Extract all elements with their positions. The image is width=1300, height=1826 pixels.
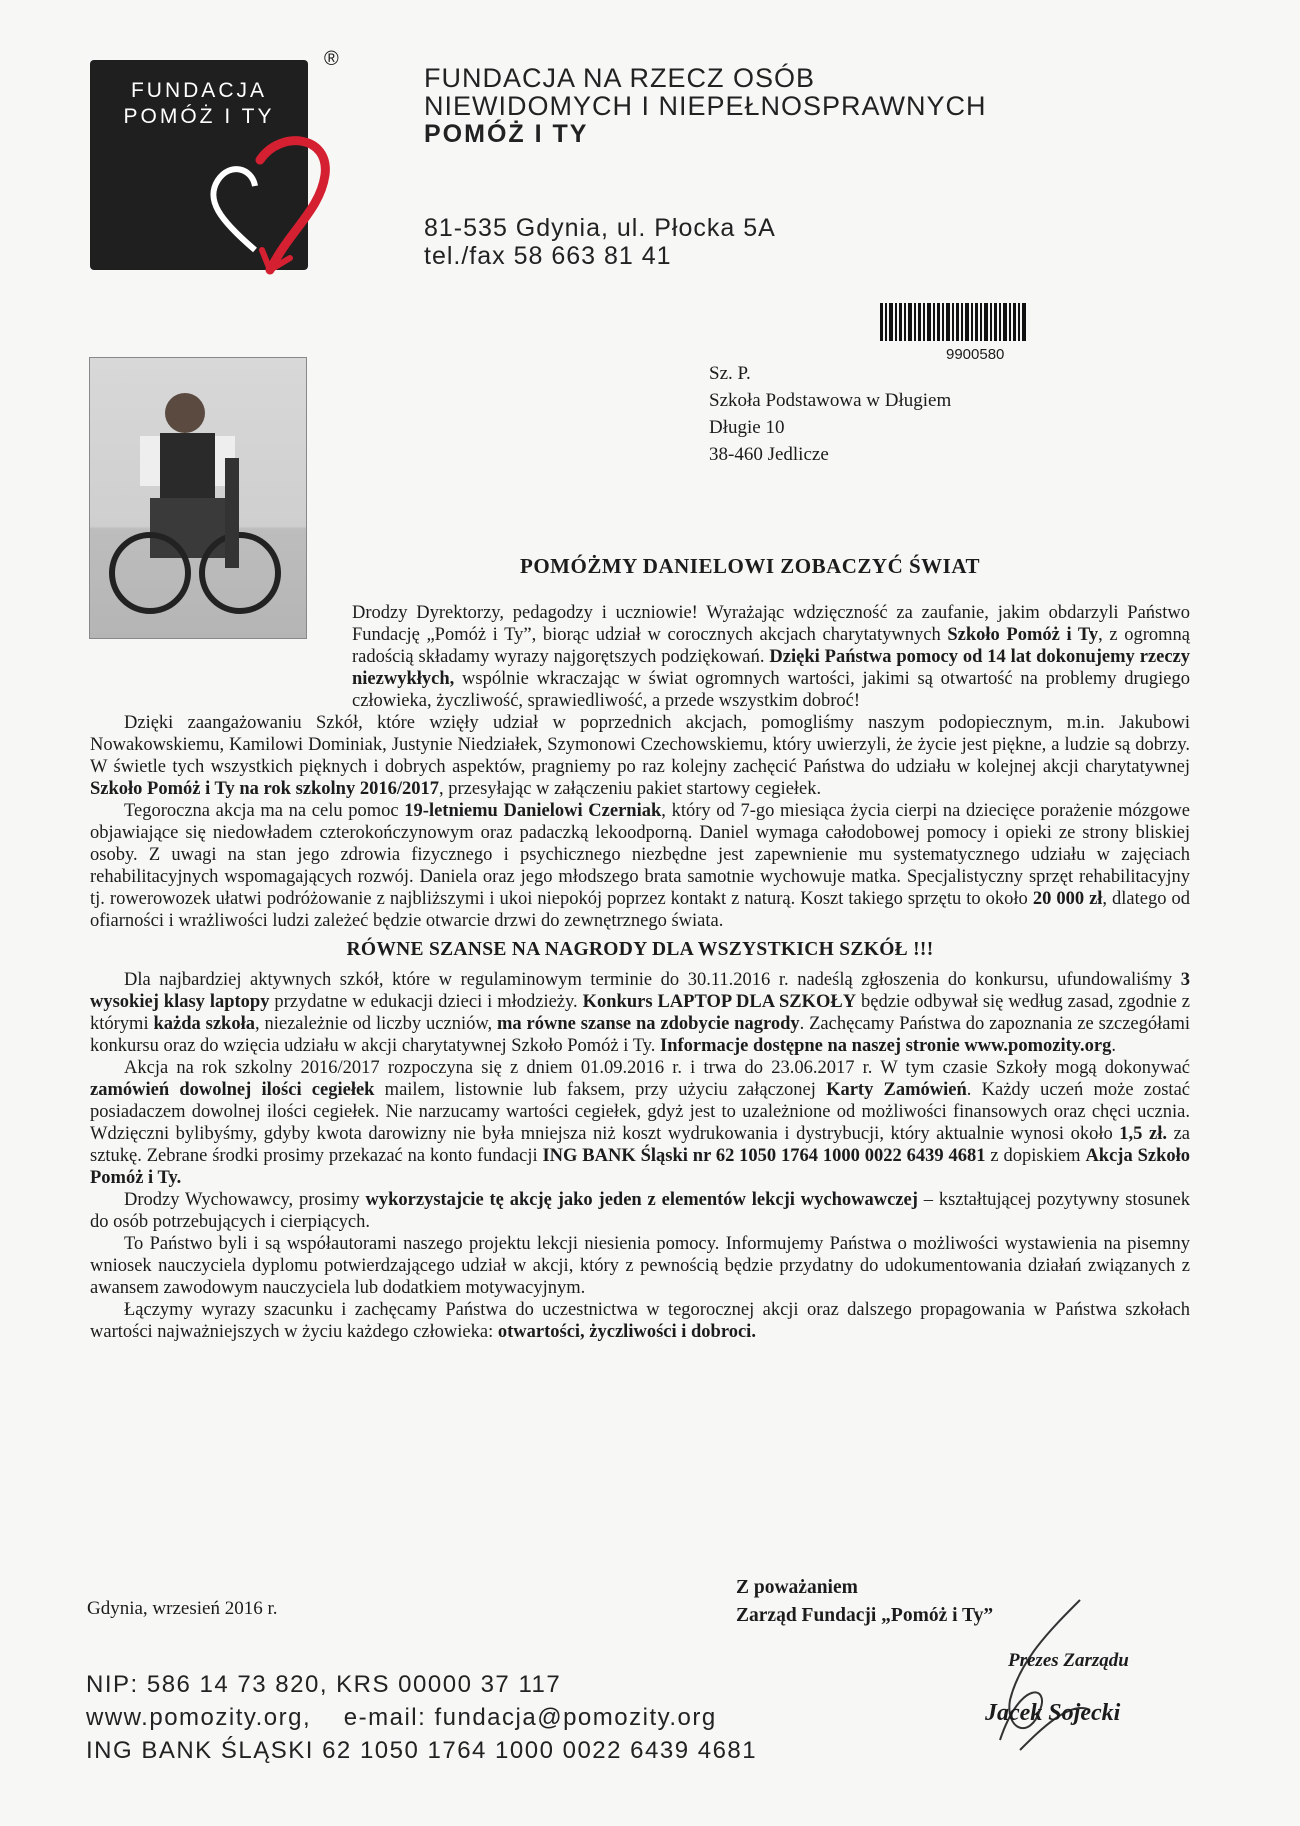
- recipient-street: Długie 10: [709, 417, 785, 438]
- p1-text-e: wspólnie wkraczając w świat ogromnych wartości, jakimi są otwartość na problemy drugiego człowieka, życzliwość, sprawiedliwość, a przede wszystkim dobroć!: [352, 669, 1190, 711]
- paragraph-2: [90, 712, 1190, 800]
- p6-text-c: – kształtującej pozytywny stosunek do osób potrzebujących i cierpiących.: [90, 1190, 1190, 1232]
- recipient-address: [709, 360, 951, 468]
- p4-bold-h: ma równe szanse na zdobycie nagrody: [497, 1014, 800, 1034]
- p5-text-c: mailem, listownie lub faksem, przy użyciu załączonej: [374, 1080, 827, 1100]
- p5-bold-d: Karty Zamówień: [826, 1080, 967, 1100]
- org-phone: tel./fax 58 663 81 41: [424, 242, 672, 270]
- p1-text-a: Drodzy Dyrektorzy, pedagodzy i uczniowie! Wyrażając wdzięczność za zaufanie, jakim obdarzyli Państwo Fundację „Pomóż i Ty”, biorąc udział w corocznych akcjach charytatywnych: [352, 603, 1190, 645]
- p6-text-a: Drodzy Wychowawcy, prosimy: [124, 1190, 366, 1210]
- recipient-city: 38-460 Jedlicze: [709, 444, 829, 465]
- barcode-number: 9900580: [946, 346, 1005, 363]
- letter-body: [90, 602, 1190, 1343]
- logo-line-1: FUNDACJA: [130, 79, 267, 102]
- letter-footer: [86, 1668, 757, 1767]
- p2-bold-b: Szkoło Pomóż i Ty na rok szkolny 2016/2017: [90, 779, 439, 799]
- p5-text-g: za sztukę. Zebrane środki prosimy przekazać na konto fundacji: [90, 1124, 1190, 1166]
- signatory-name: Jacek Sojecki: [985, 1700, 1121, 1726]
- p8-bold-b: otwartości, życzliwości i dobroci.: [497, 1322, 756, 1342]
- signatory-role: Prezes Zarządu: [1008, 1650, 1129, 1671]
- p1-bold-b: Szkoło Pomóż i Ty: [947, 625, 1099, 645]
- p4-text-g: , niezależnie od liczby uczniów,: [254, 1014, 498, 1034]
- p4-bold-f: każda szkoła: [153, 1014, 255, 1034]
- recipient-name: Szkoła Podstawowa w Długiem: [709, 390, 952, 411]
- p5-text-i: z dopiskiem: [985, 1146, 1086, 1166]
- p4-bold-d: Konkurs LAPTOP DLA SZKOŁY: [582, 992, 857, 1012]
- p3-text-c: , który od 7-go miesiąca życia cierpi na dziecięce porażenie mózgowe objawiające się niedowładem czterokończynowym oraz padaczką lekoodporną. Daniel wymaga całodobowej pomocy i opieki ze strony bliskiej osoby. Z uwagi na stan jego zdrowia fizycznego i psychicznego niezbędne jest zapewnienie mu systematycznego udziału w zajęciach rehabilitacyjnych wspomagających rozwój. Daniela oraz jego młodszego brata samotnie wychowuje matka. Specjalistyczny sprzęt rehabilitacyjny tj. rowerowozek ułatwi podróżowanie z najbliższymi i ukoi niepokój poprzez kontakt z naturą. Koszt takiego sprzętu to około: [90, 801, 1190, 909]
- p5-text-a: Akcja na rok szkolny 2016/2017 rozpoczyna się z dniem 01.09.2016 r. i trwa do 23.06.2017 r. W tym czasie Szkoły mogą dokonywać: [124, 1058, 1190, 1078]
- paragraph-5: [90, 1057, 1190, 1189]
- closing-line-2: Zarząd Fundacji „Pomóż i Ty”: [736, 1605, 994, 1626]
- p1-bold-d: Dzięki Państwa pomocy od 14 lat dokonujemy rzeczy niezwykłych,: [352, 647, 1190, 689]
- place-and-date: Gdynia, wrzesień 2016 r.: [87, 1598, 278, 1619]
- p6-bold-b: wykorzystajcie tę akcję jako jeden z elementów lekcji wychowawczej: [365, 1190, 918, 1210]
- p4-text-a: Dla najbardziej aktywnych szkół, które w regulaminowym terminie do 30.11.2016 r. nadeślą zgłoszenia do konkursu, ufundowaliśmy: [124, 970, 1181, 990]
- closing-block: [736, 1574, 993, 1630]
- p3-bold-d: 20 000 zł: [1032, 889, 1103, 909]
- closing-line-1: Z poważaniem: [736, 1577, 858, 1598]
- footer-ids: NIP: 586 14 73 820, KRS 00000 37 117: [86, 1671, 562, 1698]
- recipient-salutation: Sz. P.: [709, 363, 751, 384]
- p2-text-c: , przesyłając w załączeniu pakiet startowy cegiełek.: [438, 779, 822, 799]
- p4-text-k: .: [1111, 1036, 1116, 1056]
- p4-text-i: . Zachęcamy Państwa do zapoznania ze szczegółami konkursu oraz do wzięcia udziału w akcji charytatywnej Szkoło Pomóż i Ty.: [90, 1014, 1190, 1056]
- p5-bold-j: Akcja Szkoło Pomóż i Ty.: [90, 1146, 1191, 1188]
- p4-bold-b: 3 wysokiej klasy laptopy: [90, 970, 1190, 1012]
- beneficiary-photo: [89, 357, 307, 639]
- p3-bold-b: 19-letniemu Danielowi Czerniak: [404, 801, 662, 821]
- org-street: 81-535 Gdynia, ul. Płocka 5A: [424, 214, 776, 242]
- logo-text: [104, 78, 294, 130]
- wheelchair-figure: [90, 358, 306, 638]
- org-name-line-1: FUNDACJA NA RZECZ OSÓB: [424, 63, 816, 93]
- paragraph-6: [90, 1189, 1190, 1233]
- logo-line-2: POMÓŻ I TY: [123, 105, 275, 128]
- footer-bank: ING BANK ŚLĄSKI 62 1050 1764 1000 0022 6439 4681: [86, 1737, 758, 1764]
- paragraph-8: [90, 1299, 1190, 1343]
- paragraph-3: [90, 800, 1190, 932]
- p3-text-a: Tegoroczna akcja ma na celu pomoc: [124, 801, 405, 821]
- paragraph-7: To Państwo byli i są współautorami naszego projektu lekcji niesienia pomocy. Informujemy Państwa o możliwości wystawienia na pisemny wniosek nauczyciela dyplomu potwierdzającego udział w akcji, który z pewnością będzie przydatny do udokumentowania działań związanych z awansem zawodowym nauczyciela lub dodatkiem motywacyjnym.: [90, 1234, 1190, 1298]
- p4-text-c: przydatne w edukacji dzieci i młodzieży.: [269, 992, 583, 1012]
- paragraph-1: [90, 602, 1190, 712]
- p2-text-a: Dzięki zaangażowaniu Szkół, które wzięły udział w poprzednich akcjach, pomogliśmy naszym podopiecznym, m.in. Jakubowi Nowakowskiemu, Kamilowi Dominiak, Justynie Niedziałek, Szymonowi Czechowskiemu, który uwierzyli, że życie jest piękne, a ludzie są dobrzy. W świetle tych wszystkich pięknych i dobrych aspektów, pragniemy po raz kolejny zachęcić Państwa do udziału w kolejnej akcji charytatywnej: [90, 713, 1190, 777]
- registered-mark: ®: [324, 48, 339, 70]
- p4-bold-j: Informacje dostępne na naszej stronie www.pomozity.org: [660, 1036, 1112, 1056]
- org-name-line-2: NIEWIDOMYCH I NIEPEŁNOSPRAWNYCH: [424, 91, 987, 121]
- org-name-line-3: POMÓŻ I TY: [424, 120, 589, 148]
- logo-heart-icon: [250, 130, 360, 280]
- letter-title: POMÓŻMY DANIELOWI ZOBACZYĆ ŚWIAT: [520, 554, 980, 578]
- organization-address: [424, 214, 776, 270]
- paragraph-4: [90, 969, 1190, 1057]
- handwritten-signature: [960, 1590, 1110, 1770]
- p4-text-e: będzie odbywał się według zasad, zgodnie z którymi: [90, 992, 1190, 1034]
- p8-text-a: Łączymy wyrazy szacunku i zachęcamy Państwa do uczestnictwa w tegorocznej akcji oraz dalszego propagowania w Państwa szkołach wartości najważniejszych w życiu każdego człowieka:: [90, 1300, 1190, 1342]
- p1-text-c: , z ogromną radością składamy wyrazy najgorętszych podziękowań.: [352, 625, 1190, 667]
- footer-web: www.pomozity.org, e-mail: fundacja@pomozity.org: [86, 1704, 717, 1731]
- barcode: [880, 303, 1026, 341]
- organization-name: [424, 64, 1264, 148]
- p3-text-e: , dlatego od ofiarności i wrażliwości ludzi zależeć będzie otwarcie drzwi do zewnętrznego świata.: [90, 889, 1191, 931]
- prize-subheading: RÓWNE SZANSE NA NAGRODY DLA WSZYSTKICH SZKÓŁ !!!: [346, 939, 934, 960]
- p5-text-e: . Każdy uczeń może zostać posiadaczem dowolnej ilości cegiełek. Nie narzucamy wartości cegiełek, gdyż jest to uzależnione od możliwości finansowych oraz chęci ucznia. Wdzięczni bylibyśmy, gdyby kwota darowizny nie była mniejsza niż koszt wydrukowania i dystrybucji, który aktualnie wynosi około: [90, 1080, 1190, 1144]
- p5-bold-f: 1,5 zł.: [1119, 1124, 1167, 1144]
- p5-bold-h: ING BANK Śląski nr 62 1050 1764 1000 0022 6439 4681: [542, 1146, 986, 1166]
- p5-bold-b: zamówień dowolnej ilości cegiełek: [90, 1080, 375, 1100]
